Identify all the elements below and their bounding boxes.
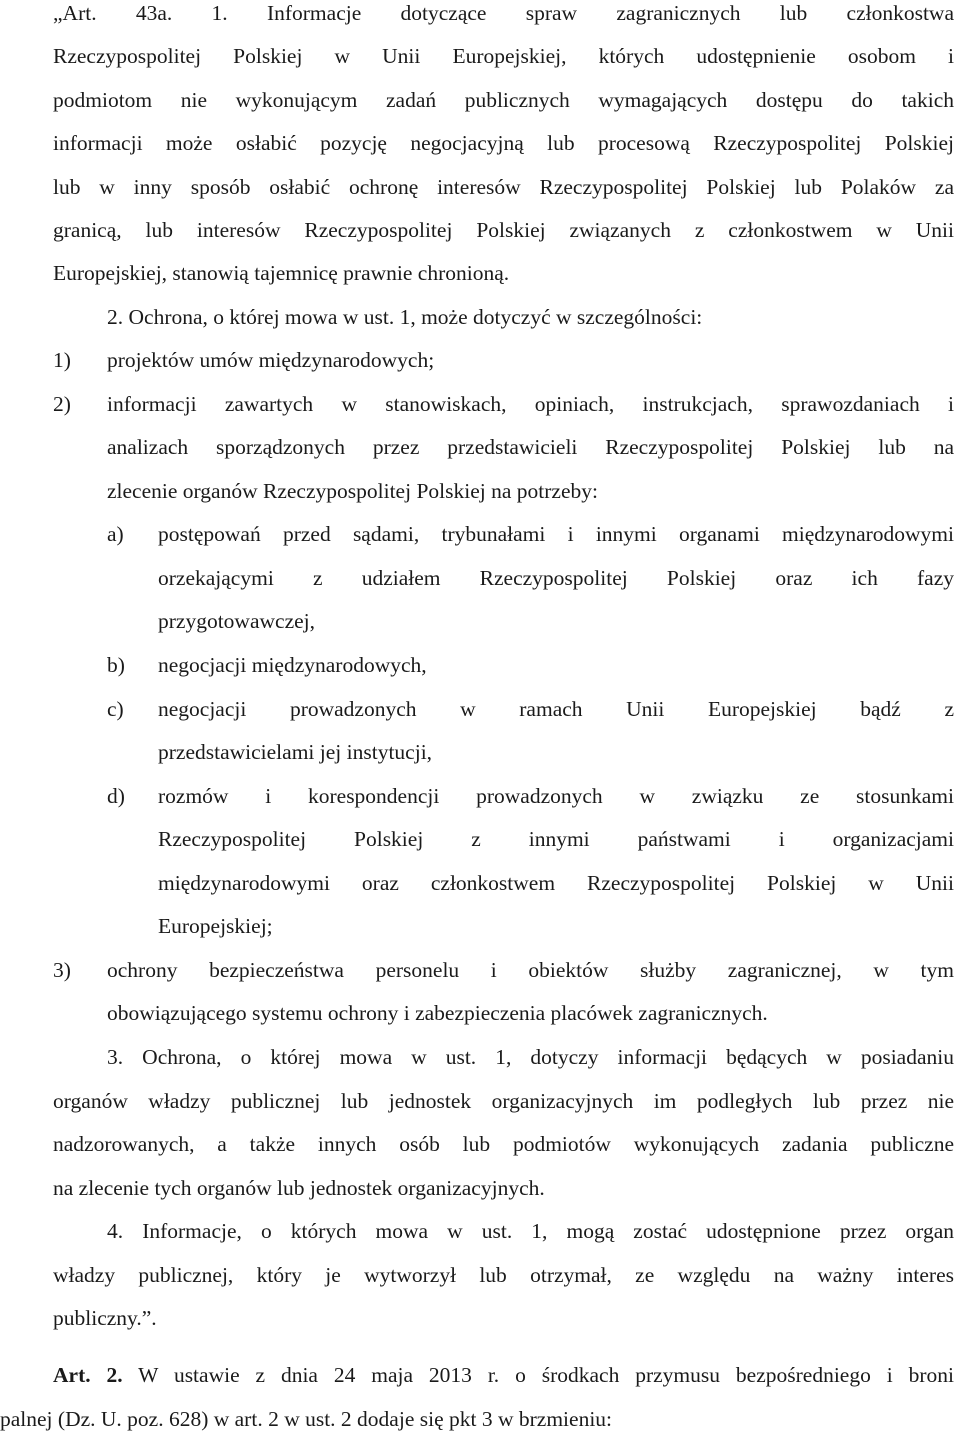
text-line: 4. Informacje, o których mowa w ust. 1, mogą zostać udostępnione przez organ [107,1219,954,1243]
text-line: projektów umów międzynarodowych; [107,348,435,372]
text-line: granicą, lub interesów Rzeczypospolitej Polskiej związanych z członkostwem w Unii [53,218,954,242]
text-line: przygotowawczej, [158,609,315,633]
text-line: informacji może osłabić pozycję negocjacyjną lub procesową Rzeczypospolitej Polskiej [53,131,954,155]
text-line: publiczny.”. [53,1306,157,1330]
item-number: 2) [53,392,71,416]
text-line: postępowań przed sądami, trybunałami i innymi organami międzynarodowymi [158,522,954,546]
text-line: 3. Ochrona, o której mowa w ust. 1, dotyczy informacji będących w posiadaniu [107,1045,954,1069]
text-line: władzy publicznej, który je wytworzył lub otrzymał, ze względu na ważny interes [53,1263,954,1287]
text-line: rozmów i korespondencji prowadzonych w związku ze stosunkami [158,784,954,808]
text-line: negocjacji międzynarodowych, [158,653,427,677]
text-line: „Art. 43a. 1. Informacje dotyczące spraw zagranicznych lub członkostwa [53,1,954,25]
text-line: lub w inny sposób osłabić ochronę interesów Rzeczypospolitej Polskiej lub Polaków za [53,175,954,199]
text-line: podmiotom nie wykonującym zadań publicznych wymagających dostępu do takich [53,88,954,112]
subitem-letter: b) [107,653,125,677]
text-line: Rzeczypospolitej Polskiej w Unii Europejskiej, których udostępnienie osobom i [53,44,954,68]
ust-2-intro: 2. Ochrona, o której mowa w ust. 1, może dotyczyć w szczególności: [107,305,703,329]
subitem-letter: d) [107,784,125,808]
article-label: Art. 2. [53,1363,123,1387]
art-2-line-1 [53,1362,954,1388]
item-number: 3) [53,958,71,982]
subitem-letter: c) [107,697,124,721]
text-line: orzekającymi z udziałem Rzeczypospolitej Polskiej oraz ich fazy [158,566,954,590]
text-line: palnej (Dz. U. poz. 628) w art. 2 w ust. 2 dodaje się pkt 3 w brzmieniu: [0,1407,613,1431]
text-line: analizach sporządzonych przez przedstawicieli Rzeczypospolitej Polskiej lub na [107,435,954,459]
text-line: obowiązującego systemu ochrony i zabezpieczenia placówek zagranicznych. [107,1001,768,1025]
text-line: na zlecenie tych organów lub jednostek organizacyjnych. [53,1176,545,1200]
text-line: informacji zawartych w stanowiskach, opiniach, instrukcjach, sprawozdaniach i [107,392,954,416]
item-number: 1) [53,348,71,372]
text-line: przedstawicielami jej instytucji, [158,740,433,764]
text-line: Europejskiej; [158,914,273,938]
text-line: W ustawie z dnia 24 maja 2013 r. o środkach przymusu bezpośredniego i broni [138,1363,954,1387]
subitem-letter: a) [107,522,124,546]
text-line: Europejskiej, stanowią tajemnicę prawnie chronioną. [53,261,510,285]
text-line: Rzeczypospolitej Polskiej z innymi państwami i organizacjami [158,827,954,851]
text-line: organów władzy publicznej lub jednostek organizacyjnych im podległych lub przez nie [53,1089,954,1113]
text-line: ochrony bezpieczeństwa personelu i obiektów służby zagranicznej, w tym [107,958,954,982]
text-line: międzynarodowymi oraz członkostwem Rzeczypospolitej Polskiej w Unii [158,871,954,895]
text-line: zlecenie organów Rzeczypospolitej Polskiej na potrzeby: [107,479,598,503]
text-line: negocjacji prowadzonych w ramach Unii Europejskiej bądź z [158,697,954,721]
text-line: nadzorowanych, a także innych osób lub podmiotów wykonujących zadania publiczne [53,1132,954,1156]
